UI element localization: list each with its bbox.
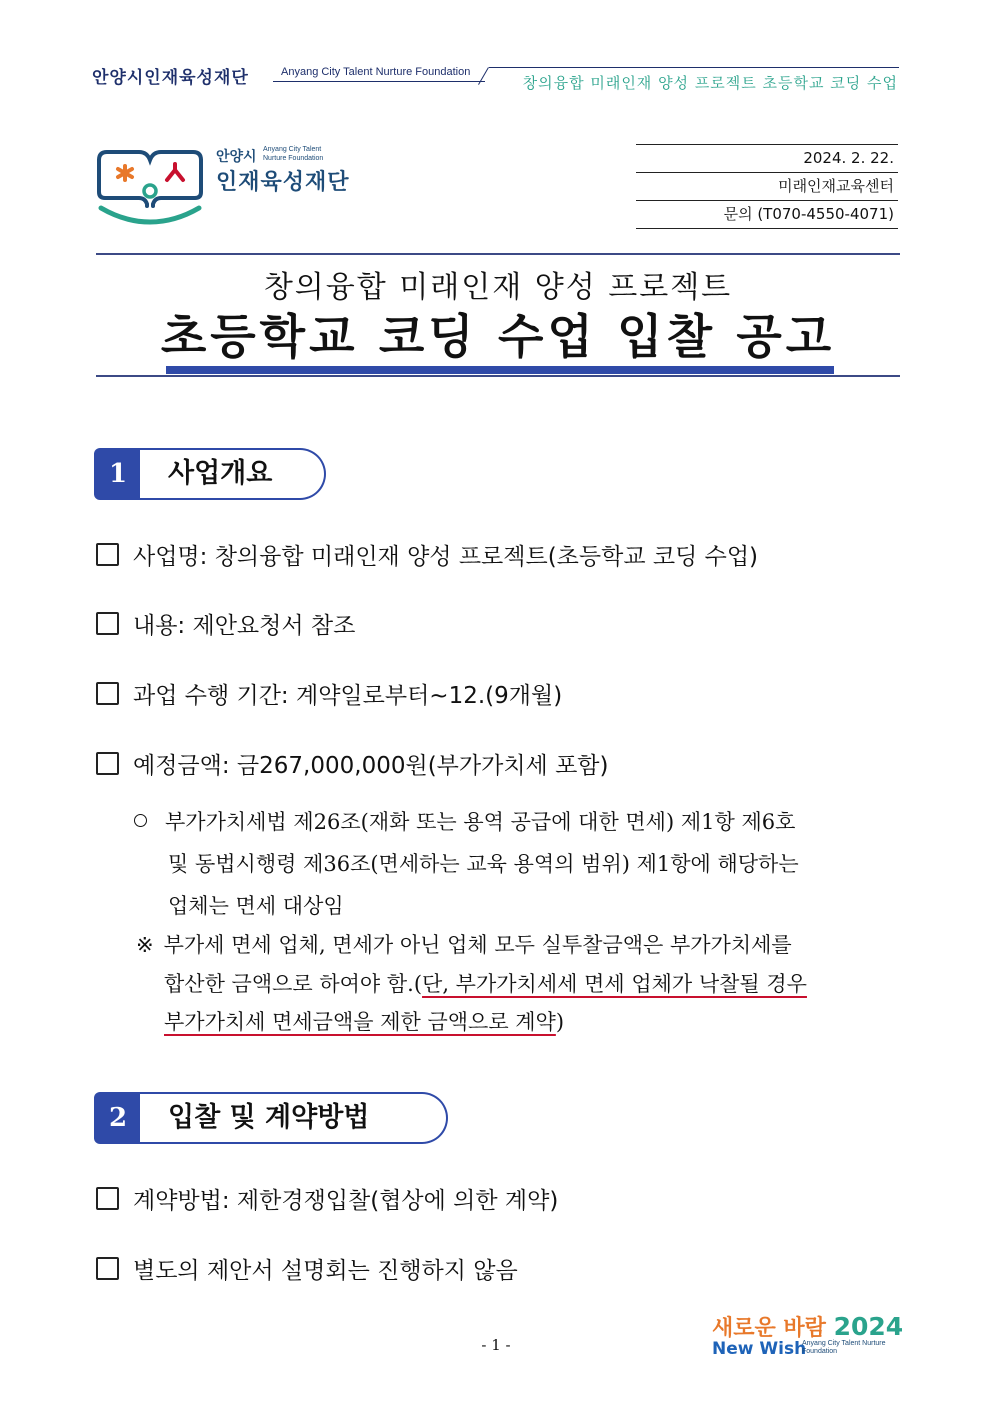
list-item: 계약방법: 제한경쟁입찰(협상에 의한 계약): [96, 1182, 558, 1215]
header-divider-slash: [478, 67, 489, 85]
header-divider: [273, 81, 485, 82]
sub-note-line: 부가가치세법 제26조(재화 또는 용역 공급에 대한 면세) 제1항 제6호: [134, 806, 795, 836]
sub-note-line: 업체는 면세 대상임: [168, 894, 344, 918]
section-label: 사업개요: [168, 458, 273, 489]
checkbox-icon: [96, 612, 119, 635]
checkbox-icon: [96, 752, 119, 775]
header-divider-right: [489, 67, 899, 68]
list-item: 사업명: 창의융합 미래인재 양성 프로젝트(초등학교 코딩 수업): [96, 538, 758, 571]
list-item: 별도의 제안서 설명회는 진행하지 않음: [96, 1252, 518, 1285]
new-wish-label: New Wish: [712, 1339, 807, 1359]
header-project-name: 창의융합 미래인재 양성 프로젝트 초등학교 코딩 수업: [522, 74, 898, 92]
title-bottom-rule: [96, 375, 900, 377]
list-item: 내용: 제안요청서 참조: [96, 607, 355, 640]
checkbox-icon: [96, 682, 119, 705]
section-2-header: [94, 1092, 448, 1144]
slogan-year: 2024: [833, 1312, 904, 1341]
logo-city: 안양시: [216, 149, 257, 165]
checkbox-icon: [96, 1187, 119, 1210]
list-item: 예정금액: 금267,000,000원(부가가치세 포함): [96, 747, 608, 780]
reference-mark: ※: [136, 933, 154, 957]
section-number: 2: [94, 1092, 142, 1144]
info-box: [636, 144, 898, 229]
foundation-logo-icon: [95, 146, 205, 226]
title-accent-bar: [166, 366, 834, 374]
checkbox-icon: [96, 543, 119, 566]
reference-note-line: 합산한 금액으로 하여야 함.(단, 부가가치세세 면세 업체가 낙찰될 경우: [164, 972, 807, 996]
info-department: 미래인재교육센터: [636, 172, 898, 200]
logo-name: 인재육성재단: [216, 170, 350, 195]
title-top-rule: [96, 253, 900, 255]
list-item: 과업 수행 기간: 계약일로부터~12.(9개월): [96, 677, 562, 710]
header-org-english: Anyang City Talent Nurture Foundation: [281, 66, 471, 78]
info-date: 2024. 2. 22.: [636, 144, 898, 172]
section-number: 1: [94, 448, 142, 500]
document-subtitle: 창의융합 미래인재 양성 프로젝트: [263, 270, 733, 305]
section-label: 입찰 및 계약방법: [168, 1102, 370, 1133]
page-number: - 1 -: [481, 1336, 511, 1354]
circle-bullet-icon: [134, 814, 147, 827]
section-label-box: [140, 448, 326, 500]
section-label-box: [140, 1092, 448, 1144]
reference-note-line: 부가가치세 면세금액을 제한 금액으로 계약): [164, 1010, 565, 1034]
reference-note-line: ※ 부가세 면세 업체, 면세가 아닌 업체 모두 실투찰금액은 부가가치세를: [136, 933, 792, 957]
document-title: 초등학교 코딩 수업 입찰 공고: [160, 310, 836, 365]
footer-org-english: Anyang City Talent Nurture Foundation: [802, 1340, 886, 1355]
section-1-header: [94, 448, 326, 500]
checkbox-icon: [96, 1257, 119, 1280]
logo-english: Anyang City Talent Nurture Foundation: [263, 146, 324, 162]
sub-note-line: 및 동법시행령 제36조(면세하는 교육 용역의 범위) 제1항에 해당하는: [168, 852, 799, 876]
header-org-name: 안양시인재육성재단: [92, 68, 249, 88]
info-contact: 문의 (T070-4550-4071): [636, 200, 898, 229]
slogan: 새로운 바람 2024: [712, 1312, 904, 1341]
